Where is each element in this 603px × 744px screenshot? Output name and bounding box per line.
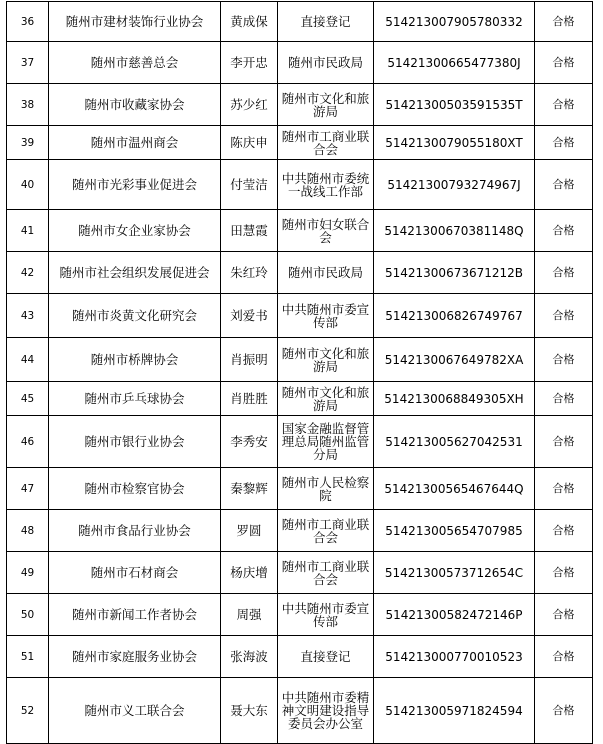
table-row	[7, 42, 593, 84]
table-row	[7, 468, 593, 510]
credit-code: 514213006826749767	[374, 294, 535, 338]
table-row	[7, 678, 593, 744]
supervising-unit: 直接登记	[278, 2, 374, 42]
row-number: 47	[7, 468, 49, 510]
table-row	[7, 160, 593, 210]
inspection-result: 合格	[535, 252, 593, 294]
table-row	[7, 2, 593, 42]
row-number: 48	[7, 510, 49, 552]
organization-name: 随州市桥牌协会	[49, 338, 221, 382]
supervising-unit: 随州市文化和旅游局	[278, 84, 374, 126]
table-row	[7, 126, 593, 160]
inspection-result: 合格	[535, 84, 593, 126]
supervising-unit: 中共随州市委宣传部	[278, 594, 374, 636]
credit-code: 514213000770010523	[374, 636, 535, 678]
responsible-person: 肖振明	[221, 338, 278, 382]
supervising-unit: 随州市文化和旅游局	[278, 382, 374, 416]
row-number: 45	[7, 382, 49, 416]
inspection-result: 合格	[535, 210, 593, 252]
supervising-unit: 随州市妇女联合会	[278, 210, 374, 252]
supervising-unit: 中共随州市委统一战线工作部	[278, 160, 374, 210]
row-number: 40	[7, 160, 49, 210]
inspection-result: 合格	[535, 294, 593, 338]
supervising-unit: 随州市工商业联合会	[278, 126, 374, 160]
row-number: 36	[7, 2, 49, 42]
organization-name: 随州市炎黄文化研究会	[49, 294, 221, 338]
organization-name: 随州市检察官协会	[49, 468, 221, 510]
row-number: 38	[7, 84, 49, 126]
credit-code: 51421300503591535T	[374, 84, 535, 126]
inspection-result: 合格	[535, 678, 593, 744]
responsible-person: 李开忠	[221, 42, 278, 84]
supervising-unit: 直接登记	[278, 636, 374, 678]
row-number: 50	[7, 594, 49, 636]
organization-name: 随州市建材装饰行业协会	[49, 2, 221, 42]
table-row	[7, 510, 593, 552]
row-number: 42	[7, 252, 49, 294]
supervising-unit: 随州市文化和旅游局	[278, 338, 374, 382]
credit-code: 514213005627042531	[374, 416, 535, 468]
inspection-result: 合格	[535, 382, 593, 416]
responsible-person: 张海波	[221, 636, 278, 678]
inspection-result: 合格	[535, 126, 593, 160]
organization-name: 随州市新闻工作者协会	[49, 594, 221, 636]
responsible-person: 罗圆	[221, 510, 278, 552]
row-number: 46	[7, 416, 49, 468]
row-number: 37	[7, 42, 49, 84]
organization-name: 随州市光彩事业促进会	[49, 160, 221, 210]
inspection-result: 合格	[535, 468, 593, 510]
credit-code: 514213005654707985	[374, 510, 535, 552]
table-row	[7, 252, 593, 294]
results-table	[6, 1, 593, 744]
credit-code: 51421300582472146P	[374, 594, 535, 636]
organization-name: 随州市义工联合会	[49, 678, 221, 744]
credit-code: 51421300793274967J	[374, 160, 535, 210]
responsible-person: 朱红玲	[221, 252, 278, 294]
organization-name: 随州市家庭服务业协会	[49, 636, 221, 678]
table-row	[7, 416, 593, 468]
credit-code: 5142130079055180XT	[374, 126, 535, 160]
credit-code: 514213005971824594	[374, 678, 535, 744]
inspection-result: 合格	[535, 594, 593, 636]
responsible-person: 苏少红	[221, 84, 278, 126]
credit-code: 51421300673671212B	[374, 252, 535, 294]
table-row	[7, 382, 593, 416]
inspection-result: 合格	[535, 510, 593, 552]
responsible-person: 黄成保	[221, 2, 278, 42]
organization-name: 随州市收藏家协会	[49, 84, 221, 126]
responsible-person: 刘爱书	[221, 294, 278, 338]
row-number: 39	[7, 126, 49, 160]
row-number: 49	[7, 552, 49, 594]
table-row	[7, 210, 593, 252]
row-number: 51	[7, 636, 49, 678]
inspection-result: 合格	[535, 552, 593, 594]
inspection-result: 合格	[535, 338, 593, 382]
responsible-person: 付莹洁	[221, 160, 278, 210]
responsible-person: 陈庆申	[221, 126, 278, 160]
organization-name: 随州市乒乓球协会	[49, 382, 221, 416]
organization-name: 随州市石材商会	[49, 552, 221, 594]
inspection-result: 合格	[535, 160, 593, 210]
inspection-result: 合格	[535, 42, 593, 84]
table-row	[7, 84, 593, 126]
credit-code: 514213007905780332	[374, 2, 535, 42]
supervising-unit: 中共随州市委精神文明建设指导委员会办公室	[278, 678, 374, 744]
credit-code: 5142130067649782XA	[374, 338, 535, 382]
responsible-person: 肖胜胜	[221, 382, 278, 416]
responsible-person: 李秀安	[221, 416, 278, 468]
row-number: 43	[7, 294, 49, 338]
supervising-unit: 中共随州市委宣传部	[278, 294, 374, 338]
table-row	[7, 552, 593, 594]
supervising-unit: 国家金融监督管理总局随州监管分局	[278, 416, 374, 468]
supervising-unit: 随州市工商业联合会	[278, 510, 374, 552]
responsible-person: 周强	[221, 594, 278, 636]
responsible-person: 田慧霞	[221, 210, 278, 252]
table-row	[7, 338, 593, 382]
row-number: 52	[7, 678, 49, 744]
inspection-result: 合格	[535, 636, 593, 678]
inspection-result: 合格	[535, 416, 593, 468]
organization-name: 随州市女企业家协会	[49, 210, 221, 252]
organization-name: 随州市银行业协会	[49, 416, 221, 468]
organization-name: 随州市温州商会	[49, 126, 221, 160]
supervising-unit: 随州市工商业联合会	[278, 552, 374, 594]
responsible-person: 杨庆增	[221, 552, 278, 594]
table-row	[7, 594, 593, 636]
row-number: 41	[7, 210, 49, 252]
credit-code: 51421300670381148Q	[374, 210, 535, 252]
inspection-result: 合格	[535, 2, 593, 42]
responsible-person: 聂大东	[221, 678, 278, 744]
supervising-unit: 随州市民政局	[278, 252, 374, 294]
supervising-unit: 随州市民政局	[278, 42, 374, 84]
credit-code: 5142130068849305XH	[374, 382, 535, 416]
credit-code: 51421300573712654C	[374, 552, 535, 594]
organization-name: 随州市社会组织发展促进会	[49, 252, 221, 294]
table-row	[7, 294, 593, 338]
organization-name: 随州市食品行业协会	[49, 510, 221, 552]
credit-code: 51421300665477380J	[374, 42, 535, 84]
supervising-unit: 随州市人民检察院	[278, 468, 374, 510]
organization-name: 随州市慈善总会	[49, 42, 221, 84]
row-number: 44	[7, 338, 49, 382]
table-row	[7, 636, 593, 678]
credit-code: 51421300565467644Q	[374, 468, 535, 510]
responsible-person: 秦黎辉	[221, 468, 278, 510]
results-table-body	[7, 2, 593, 744]
